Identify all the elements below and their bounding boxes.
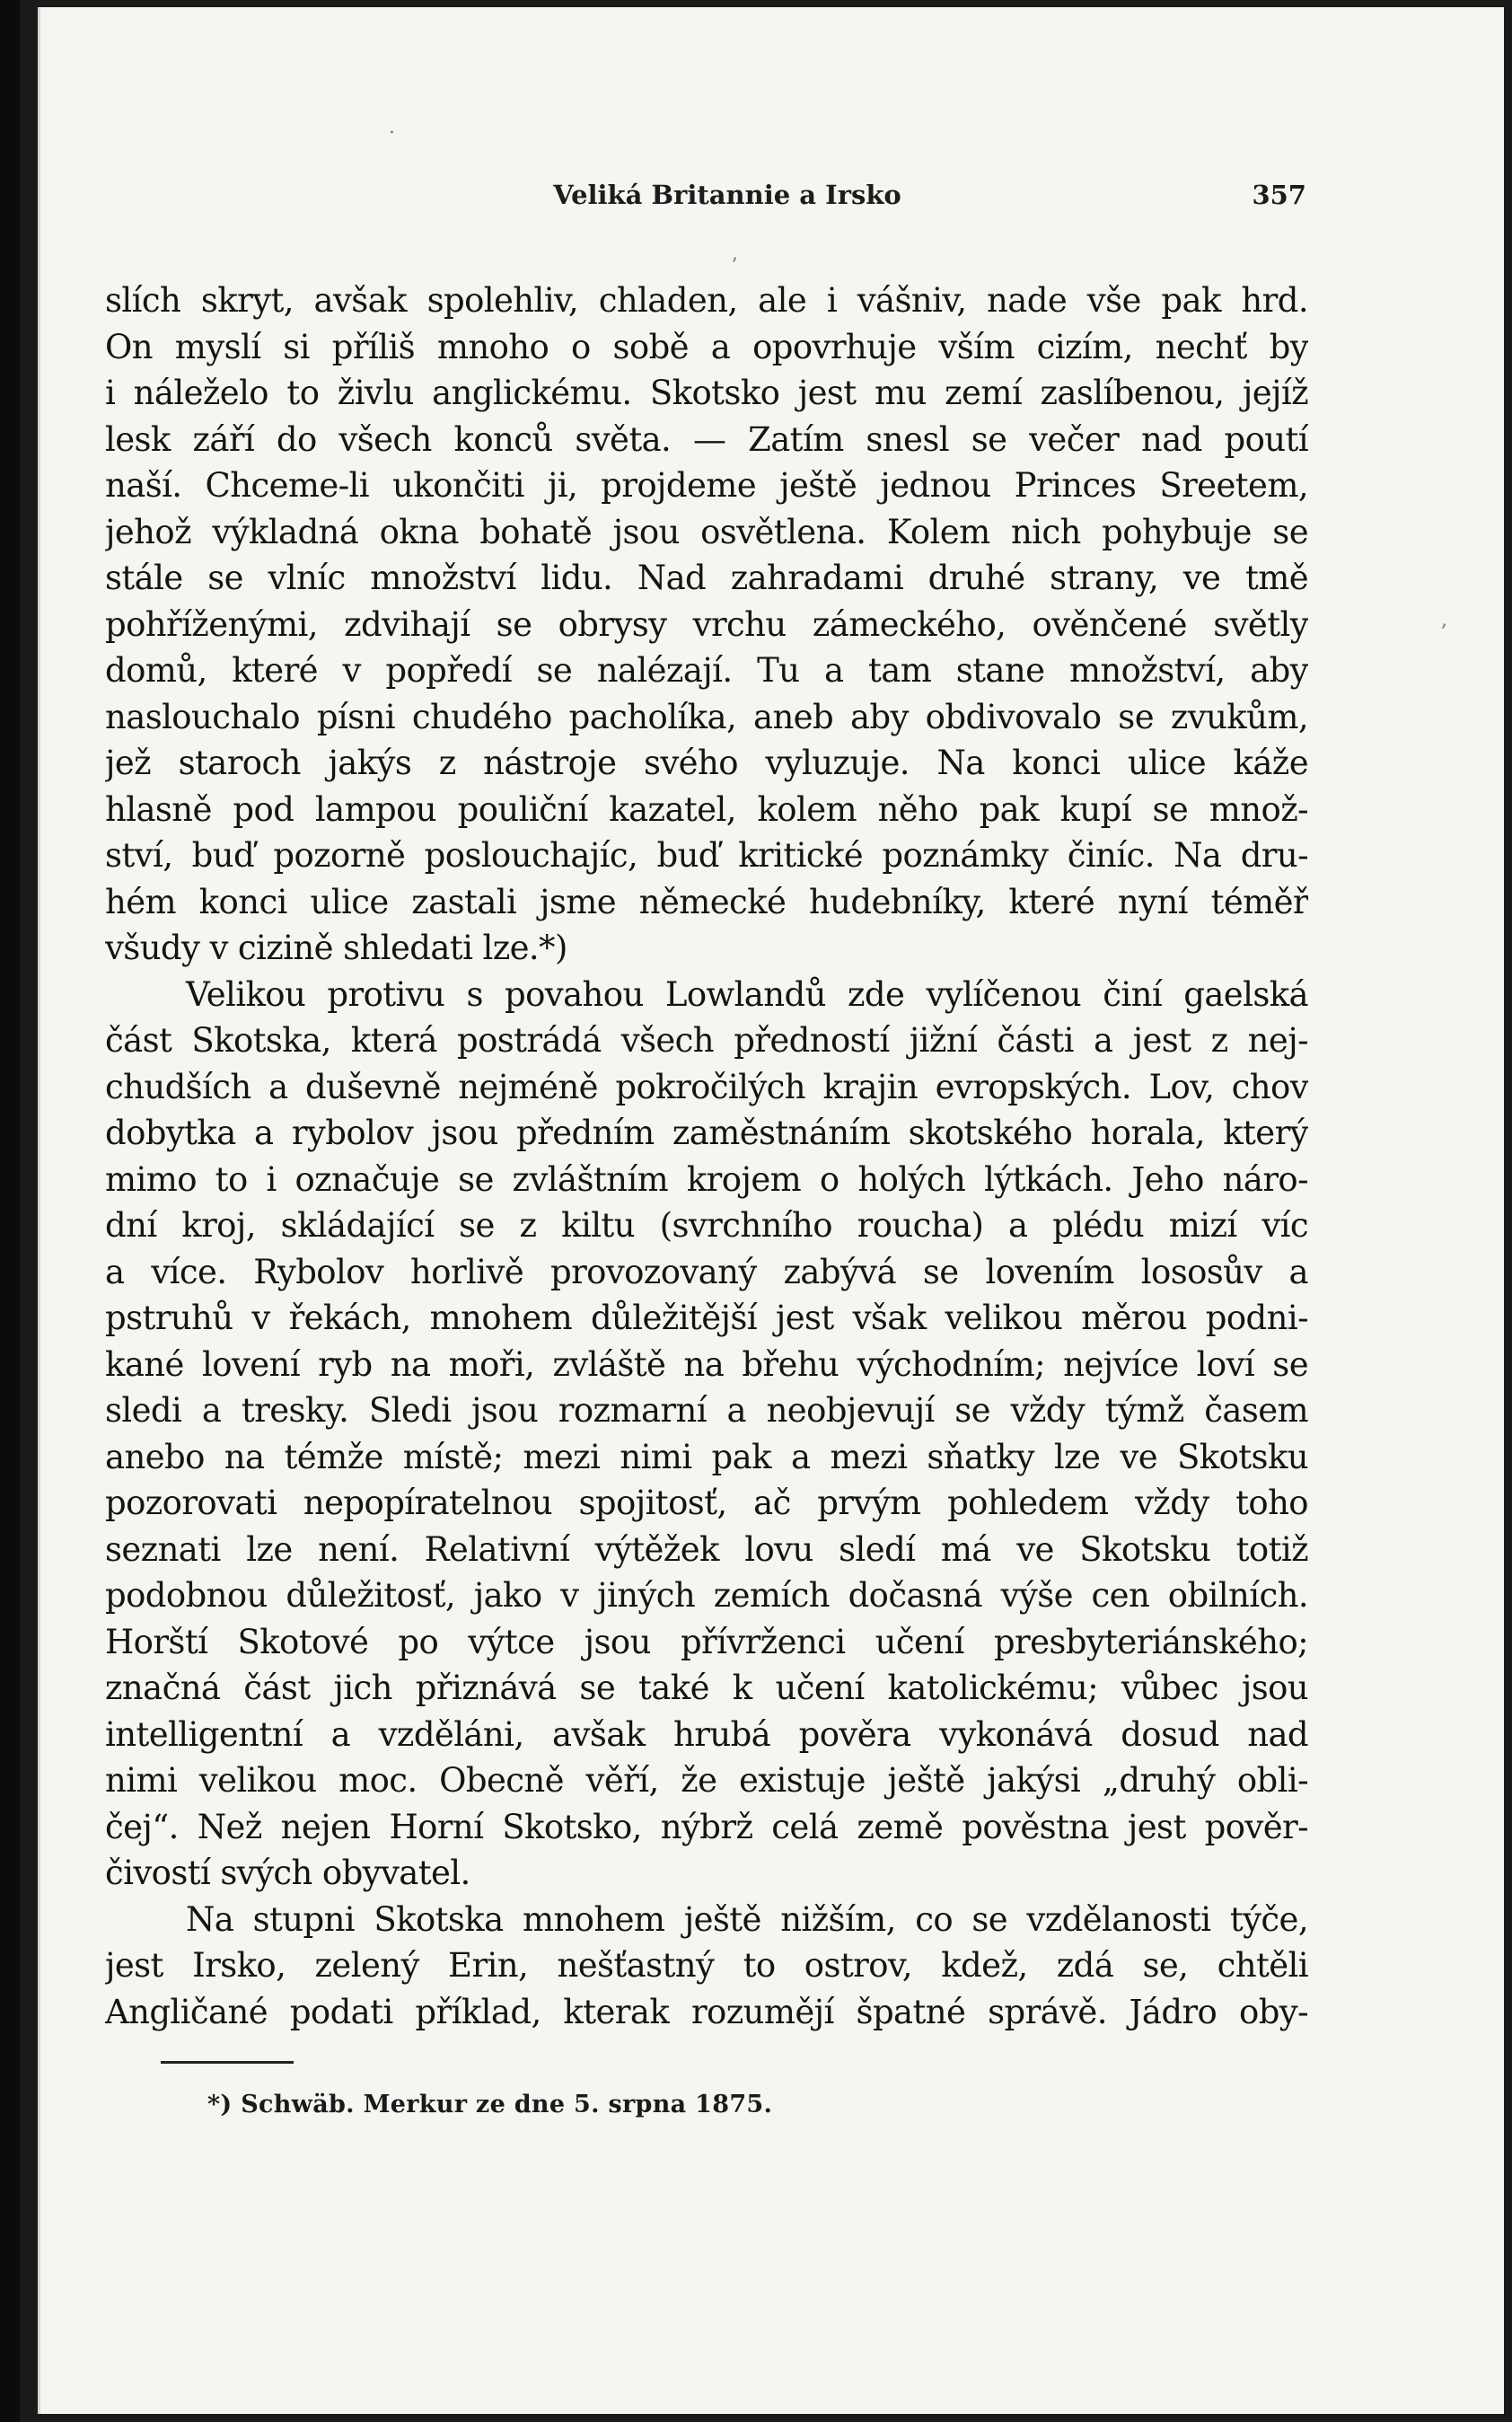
book-page bbox=[38, 7, 1504, 2414]
paragraph-start-line: Na stupni Skotska mnohem ještě nižším, co se vzdělanosti týče, bbox=[186, 1899, 1308, 1939]
text-line: intelligentní a vzděláni, avšak hrubá pověra vykonává dosud nad bbox=[105, 1714, 1308, 1754]
text-line: domů, které v popředí se nalézají. Tu a tam stane množství, aby bbox=[105, 651, 1308, 690]
text-line: seznati lze není. Relativní výtěžek lovu sledí má ve Skotsku totiž bbox=[105, 1529, 1308, 1569]
text-line: mimo to i označuje se zvláštním krojem o holých lýtkách. Jeho náro- bbox=[105, 1159, 1308, 1199]
text-line: anebo na témže místě; mezi nimi pak a mezi sňatky lze ve Skotsku bbox=[105, 1437, 1308, 1476]
scan-speck: · bbox=[389, 122, 395, 145]
text-line: ství, buď pozorně poslouchajíc, buď kritické poznámky činíc. Na dru- bbox=[105, 836, 1308, 875]
text-line: naslouchalo písni chudého pacholíka, aneb aby obdivovalo se zvukům, bbox=[105, 697, 1308, 736]
text-line: jež staroch jakýs z nástroje svého vyluzuje. Na konci ulice káže bbox=[105, 744, 1308, 782]
text-line: On myslí si příliš mnoho o sobě a opovrhuje vším cizím, nechť by bbox=[105, 327, 1308, 366]
text-line: hlasně pod lampou pouliční kazatel, kolem něho pak kupí se množ- bbox=[105, 789, 1308, 829]
running-head bbox=[148, 180, 1306, 221]
text-line: nimi velikou moc. Obecně věří, že existuje ještě jakýsi „druhý obli- bbox=[105, 1761, 1308, 1800]
text-line: naší. Chceme-li ukončiti ji, projdeme ještě jednou Princes Sreetem, bbox=[105, 466, 1308, 505]
text-line: pozorovati nepopíratelnou spojitosť, ač prvým pohledem vždy toho bbox=[105, 1484, 1308, 1522]
text-line: chudších a duševně nejméně pokročilých krajin evropských. Lov, chov bbox=[105, 1067, 1308, 1106]
text-line: všudy v cizině shledati lze.*) bbox=[105, 929, 567, 967]
scan-dark-edge bbox=[0, 0, 20, 2422]
text-line: pohříženými, zdvihají se obrysy vrchu zámeckého, ověnčené světly bbox=[105, 604, 1308, 644]
text-line: sledi a tresky. Sledi jsou rozmarní a neobjevují se vždy týmž časem bbox=[105, 1391, 1308, 1430]
text-line: jest Irsko, zelený Erin, nešťastný to ostrov, kdež, zdá se, chtěli bbox=[105, 1946, 1308, 1985]
text-line: podobnou důležitosť, jako v jiných zemích dočasná výše cen obilních. bbox=[105, 1576, 1308, 1615]
scan-speck: , bbox=[732, 242, 738, 265]
scan-speck: , bbox=[1441, 609, 1447, 631]
footnote: *) Schwäb. Merkur ze dne 5. srpna 1875. bbox=[207, 2091, 773, 2118]
text-line: slích skryt, avšak spolehliv, chladen, ale i vášniv, nade vše pak hrd. bbox=[105, 281, 1308, 320]
text-line: čej“. Než nejen Horní Skotsko, nýbrž celá země pověstna jest pověr- bbox=[105, 1807, 1308, 1846]
paragraph-start-line: Velikou protivu s povahou Lowlandů zde vylíčenou činí gaelská bbox=[186, 974, 1308, 1014]
text-line: dní kroj, skládající se z kiltu (svrchního roucha) a plédu mizí víc bbox=[105, 1206, 1308, 1245]
text-line: pstruhů v řekách, mnohem důležitější jest však velikou měrou podni- bbox=[105, 1299, 1308, 1337]
footnote-rule bbox=[161, 2061, 294, 2064]
text-line: hém konci ulice zastali jsme německé hudebníky, které nyní téměř bbox=[105, 882, 1308, 921]
body-text bbox=[105, 277, 1308, 2035]
text-line: část Skotska, která postrádá všech předností jižní části a jest z nej- bbox=[105, 1021, 1308, 1060]
text-line: stále se vlníc množství lidu. Nad zahradami druhé strany, ve tmě bbox=[105, 559, 1308, 597]
text-line: Angličané podati příklad, kterak rozumějí špatné správě. Jádro oby- bbox=[105, 1992, 1308, 2031]
text-line: a více. Rybolov horlivě provozovaný zabývá se lovením lososův a bbox=[105, 1252, 1308, 1291]
page-number: 357 bbox=[1252, 180, 1306, 210]
text-line: jehož výkladná okna bohatě jsou osvětlena. Kolem nich pohybuje se bbox=[105, 512, 1308, 551]
text-line: Horští Skotové po výtce jsou přívrženci učení presbyteriánského; bbox=[105, 1622, 1308, 1661]
running-title: Veliká Britannie a Irsko bbox=[553, 180, 901, 210]
text-line: čivostí svých obyvatel. bbox=[105, 1854, 470, 1892]
text-line: kané lovení ryb na moři, zvláště na břehu východním; nejvíce loví se bbox=[105, 1344, 1308, 1384]
text-line: i náleželo to živlu anglickému. Skotsko jest mu zemí zaslíbenou, jejíž bbox=[105, 374, 1308, 412]
text-line: značná část jich přiznává se také k učení katolickému; vůbec jsou bbox=[105, 1669, 1308, 1707]
text-line: lesk září do všech konců světa. — Zatím snesl se večer nad poutí bbox=[105, 419, 1308, 459]
text-line: dobytka a rybolov jsou předním zaměstnáním skotského horala, který bbox=[105, 1114, 1308, 1152]
